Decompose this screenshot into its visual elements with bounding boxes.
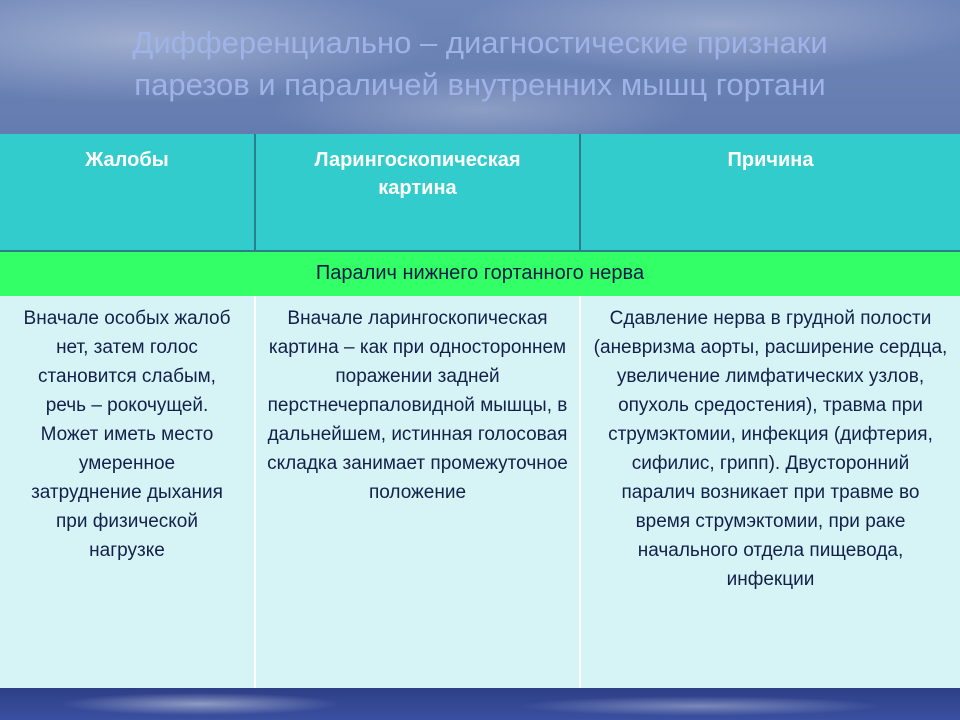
- column-header-cause: Причина: [727, 149, 814, 171]
- cell-cause: Сдавление нерва в грудной полости (аневризма аорты, расширение сердца, увеличение лимфатических узлов, опухоль средостения), травма при струмэктомии, инфекция (дифтерия, сифилис, грипп). Двусторонний паралич возникает при травме во время струмэктомии, при раке начального отдела пищевода, инфекции: [593, 308, 948, 590]
- slide-title-line-1: Дифференциально – диагностические признаки: [132, 25, 828, 60]
- column-header-complaints: Жалобы: [0, 134, 256, 250]
- table-header-row: [0, 134, 960, 252]
- slide-title: [0, 22, 960, 106]
- column-header-laryngoscopic-picture: Ларингоскопическая картина: [256, 134, 581, 250]
- table-section-row: Паралич нижнего гортанного нерва: [0, 252, 960, 296]
- cell-laryngoscopic-picture: Вначале ларингоскопическая картина – как при одностороннем поражении задней перстнечерпаловидной мышцы, в дальнейшем, истинная голосовая складка занимает промежуточное положение: [256, 296, 581, 688]
- slide-title-line-2: парезов и параличей внутренних мышц гортани: [134, 67, 826, 102]
- comparison-table: [0, 134, 960, 688]
- table-row: [0, 296, 960, 688]
- bottom-decorative-band: [0, 688, 960, 720]
- cell-complaints: Вначале особых жалоб нет, затем голос становится слабым, речь – рокочущей. Может иметь место умеренное затруднение дыхания при физической нагрузке: [0, 296, 256, 688]
